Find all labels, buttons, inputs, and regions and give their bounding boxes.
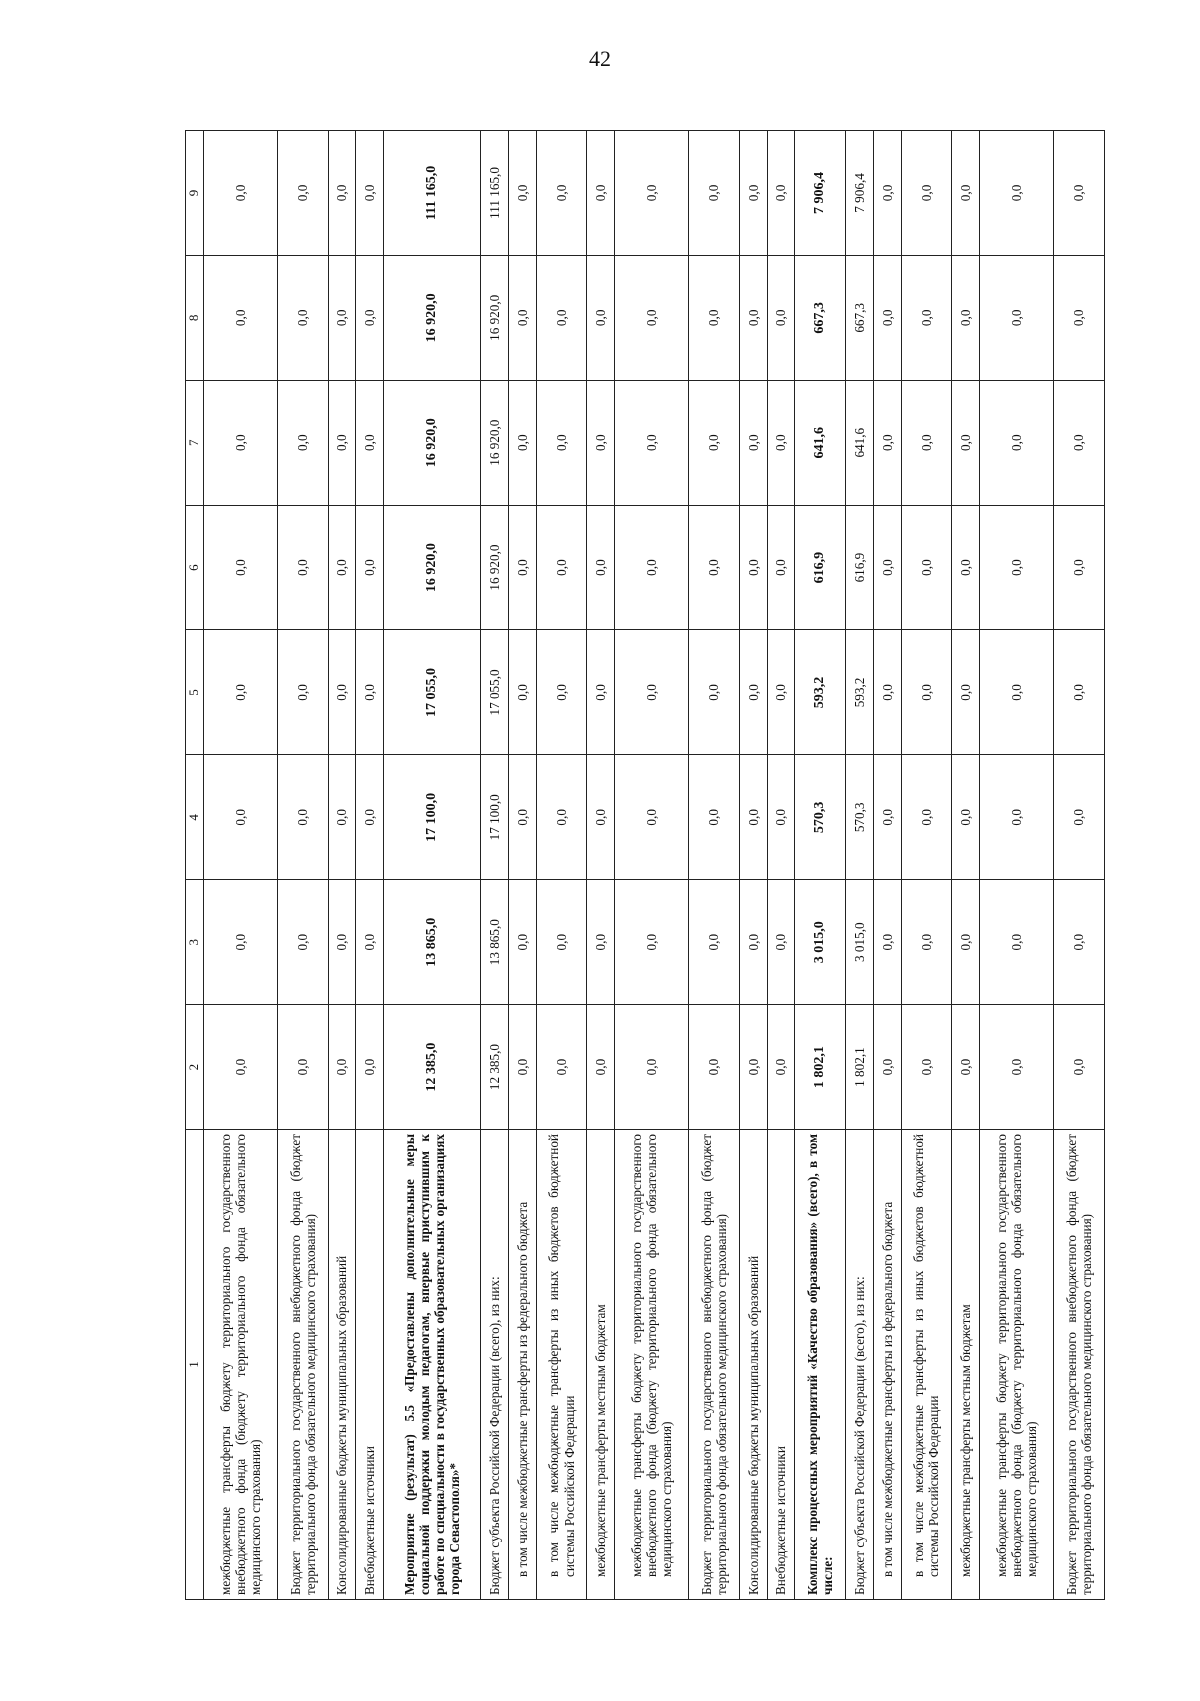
row-value: 0,0 <box>328 255 356 380</box>
table-row <box>767 131 795 1600</box>
row-value: 0,0 <box>952 1005 980 1130</box>
row-value: 0,0 <box>1054 131 1105 256</box>
table-row <box>203 131 277 1600</box>
row-value: 0,0 <box>767 755 795 880</box>
row-value: 12 385,0 <box>384 1005 481 1130</box>
row-value: 17 100,0 <box>481 755 509 880</box>
column-header: 4 <box>186 755 204 880</box>
table-row <box>587 131 615 1600</box>
row-value: 16 920,0 <box>481 255 509 380</box>
row-value: 0,0 <box>1054 255 1105 380</box>
row-value: 0,0 <box>901 630 952 755</box>
table-row <box>873 131 901 1600</box>
row-value: 17 055,0 <box>384 630 481 755</box>
row-value: 111 165,0 <box>384 131 481 256</box>
row-value: 0,0 <box>739 255 767 380</box>
row-value: 1 802,1 <box>846 1005 874 1130</box>
rotated-table-container <box>185 130 1105 1600</box>
row-label: межбюджетные трансферты бюджету территориального государственного внебюджетного фонда (бюджету территориального фонда обязательного медицинского страхования) <box>980 1130 1054 1600</box>
row-value: 0,0 <box>587 380 615 505</box>
row-value: 0,0 <box>901 380 952 505</box>
row-value: 616,9 <box>846 505 874 630</box>
row-label: межбюджетные трансферты бюджету территориального государственного внебюджетного фонда (бюджету территориального фонда обязательного медицинского страхования) <box>615 1130 689 1600</box>
row-label: Бюджет субъекта Российской Федерации (всего), из них: <box>846 1130 874 1600</box>
row-value: 0,0 <box>952 131 980 256</box>
table-row <box>384 131 481 1600</box>
row-value: 0,0 <box>508 255 536 380</box>
row-value: 0,0 <box>328 131 356 256</box>
row-value: 0,0 <box>328 505 356 630</box>
row-value: 0,0 <box>536 880 587 1005</box>
table-row <box>481 131 509 1600</box>
row-value: 0,0 <box>508 380 536 505</box>
row-value: 13 865,0 <box>384 880 481 1005</box>
table-body <box>203 131 1104 1600</box>
row-label: межбюджетные трансферты местным бюджетам <box>952 1130 980 1600</box>
row-value: 1 802,1 <box>795 1005 846 1130</box>
row-value: 0,0 <box>536 255 587 380</box>
row-value: 0,0 <box>587 630 615 755</box>
row-value: 0,0 <box>615 1005 689 1130</box>
row-value: 0,0 <box>689 755 740 880</box>
row-value: 0,0 <box>980 380 1054 505</box>
row-value: 0,0 <box>615 380 689 505</box>
row-label: Бюджет территориального государственного внебюджетного фонда (бюджет территориального фонда обязательного медицинского страхования) <box>689 1130 740 1600</box>
row-value: 0,0 <box>1054 1005 1105 1130</box>
row-value: 0,0 <box>873 630 901 755</box>
row-value: 0,0 <box>536 505 587 630</box>
row-value: 0,0 <box>536 131 587 256</box>
table-row <box>739 131 767 1600</box>
row-value: 16 920,0 <box>481 380 509 505</box>
row-value: 0,0 <box>952 255 980 380</box>
row-value: 0,0 <box>615 255 689 380</box>
column-header: 1 <box>186 1130 204 1600</box>
row-value: 0,0 <box>277 630 328 755</box>
row-label: Бюджет территориального государственного внебюджетного фонда (бюджет территориального фонда обязательного медицинского страхования) <box>277 1130 328 1600</box>
row-label: межбюджетные трансферты бюджету территориального государственного внебюджетного фонда (бюджету территориального фонда обязательного медицинского страхования) <box>203 1130 277 1600</box>
table-row <box>615 131 689 1600</box>
row-value: 0,0 <box>901 255 952 380</box>
row-value: 0,0 <box>203 880 277 1005</box>
row-value: 0,0 <box>873 755 901 880</box>
row-value: 7 906,4 <box>846 131 874 256</box>
row-value: 0,0 <box>203 255 277 380</box>
row-value: 0,0 <box>536 755 587 880</box>
table-row <box>689 131 740 1600</box>
row-value: 0,0 <box>277 755 328 880</box>
row-value: 0,0 <box>356 630 384 755</box>
row-label: в том числе межбюджетные трансферты из федерального бюджета <box>508 1130 536 1600</box>
table-row <box>328 131 356 1600</box>
row-value: 0,0 <box>615 505 689 630</box>
row-value: 0,0 <box>615 131 689 256</box>
row-value: 0,0 <box>952 380 980 505</box>
column-header: 2 <box>186 1005 204 1130</box>
table-header-row <box>186 131 204 1600</box>
column-header: 7 <box>186 380 204 505</box>
row-value: 667,3 <box>795 255 846 380</box>
row-value: 0,0 <box>980 131 1054 256</box>
row-value: 0,0 <box>739 380 767 505</box>
row-label: в том числе межбюджетные трансферты из иных бюджетов бюджетной системы Российской Федерации <box>901 1130 952 1600</box>
column-header: 6 <box>186 505 204 630</box>
row-value: 0,0 <box>901 131 952 256</box>
row-value: 0,0 <box>873 505 901 630</box>
table-row <box>1054 131 1105 1600</box>
row-value: 0,0 <box>356 505 384 630</box>
row-value: 0,0 <box>536 1005 587 1130</box>
row-value: 0,0 <box>328 880 356 1005</box>
row-value: 0,0 <box>328 755 356 880</box>
row-value: 0,0 <box>1054 880 1105 1005</box>
table-row <box>277 131 328 1600</box>
row-value: 0,0 <box>1054 380 1105 505</box>
row-label: Мероприятие (результат) 5.5 «Предоставлены дополнительные меры социальной поддержки молодым педагогам, впервые приступившим к работе по специальности в государственных образовательных организациях города Севастополя»* <box>384 1130 481 1600</box>
row-value: 0,0 <box>328 380 356 505</box>
row-value: 0,0 <box>356 255 384 380</box>
row-value: 0,0 <box>901 1005 952 1130</box>
row-value: 593,2 <box>795 630 846 755</box>
row-value: 0,0 <box>508 755 536 880</box>
row-value: 570,3 <box>795 755 846 880</box>
row-value: 0,0 <box>980 755 1054 880</box>
row-value: 0,0 <box>587 755 615 880</box>
row-label: Консолидированные бюджеты муниципальных образований <box>328 1130 356 1600</box>
row-value: 0,0 <box>689 880 740 1005</box>
row-value: 16 920,0 <box>384 380 481 505</box>
row-value: 17 100,0 <box>384 755 481 880</box>
row-value: 0,0 <box>689 255 740 380</box>
row-value: 616,9 <box>795 505 846 630</box>
row-value: 3 015,0 <box>846 880 874 1005</box>
row-value: 17 055,0 <box>481 630 509 755</box>
row-value: 0,0 <box>536 630 587 755</box>
row-value: 0,0 <box>356 1005 384 1130</box>
row-value: 0,0 <box>873 255 901 380</box>
table-row <box>980 131 1054 1600</box>
row-value: 0,0 <box>615 880 689 1005</box>
row-value: 0,0 <box>689 1005 740 1130</box>
row-value: 0,0 <box>1054 755 1105 880</box>
row-value: 0,0 <box>203 505 277 630</box>
row-value: 0,0 <box>901 505 952 630</box>
row-value: 0,0 <box>587 1005 615 1130</box>
row-value: 0,0 <box>615 755 689 880</box>
row-value: 0,0 <box>277 1005 328 1130</box>
row-value: 0,0 <box>873 131 901 256</box>
row-value: 3 015,0 <box>795 880 846 1005</box>
column-header: 3 <box>186 880 204 1005</box>
row-value: 0,0 <box>587 880 615 1005</box>
row-value: 0,0 <box>587 131 615 256</box>
row-value: 593,2 <box>846 630 874 755</box>
row-value: 0,0 <box>1054 505 1105 630</box>
row-value: 0,0 <box>508 630 536 755</box>
row-value: 7 906,4 <box>795 131 846 256</box>
row-value: 0,0 <box>328 1005 356 1130</box>
row-value: 0,0 <box>587 505 615 630</box>
row-value: 0,0 <box>952 880 980 1005</box>
row-value: 16 920,0 <box>481 505 509 630</box>
row-value: 0,0 <box>356 380 384 505</box>
row-value: 16 920,0 <box>384 255 481 380</box>
table-row <box>846 131 874 1600</box>
table-row <box>356 131 384 1600</box>
row-value: 0,0 <box>689 131 740 256</box>
row-value: 0,0 <box>587 255 615 380</box>
row-value: 0,0 <box>277 131 328 256</box>
page-number: 42 <box>589 46 611 71</box>
row-value: 0,0 <box>980 1005 1054 1130</box>
row-value: 0,0 <box>739 630 767 755</box>
row-value: 0,0 <box>1054 630 1105 755</box>
row-value: 0,0 <box>689 505 740 630</box>
table-row <box>952 131 980 1600</box>
row-value: 641,6 <box>795 380 846 505</box>
row-value: 0,0 <box>739 880 767 1005</box>
row-label: Бюджет территориального государственного внебюджетного фонда (бюджет территориального фонда обязательного медицинского страхования) <box>1054 1130 1105 1600</box>
row-value: 0,0 <box>739 131 767 256</box>
row-label: в том числе межбюджетные трансферты из иных бюджетов бюджетной системы Российской Федерации <box>536 1130 587 1600</box>
row-value: 0,0 <box>901 880 952 1005</box>
row-value: 0,0 <box>767 255 795 380</box>
row-value: 0,0 <box>767 1005 795 1130</box>
row-value: 0,0 <box>901 755 952 880</box>
row-value: 0,0 <box>980 505 1054 630</box>
row-value: 641,6 <box>846 380 874 505</box>
row-label: Консолидированные бюджеты муниципальных образований <box>739 1130 767 1600</box>
row-value: 0,0 <box>873 1005 901 1130</box>
row-value: 0,0 <box>203 630 277 755</box>
row-value: 12 385,0 <box>481 1005 509 1130</box>
row-value: 0,0 <box>980 880 1054 1005</box>
row-value: 0,0 <box>739 1005 767 1130</box>
budget-table <box>185 130 1105 1600</box>
row-value: 0,0 <box>203 380 277 505</box>
row-value: 0,0 <box>980 630 1054 755</box>
table-row <box>508 131 536 1600</box>
row-value: 13 865,0 <box>481 880 509 1005</box>
row-value: 0,0 <box>277 505 328 630</box>
row-value: 570,3 <box>846 755 874 880</box>
table-row <box>536 131 587 1600</box>
row-value: 16 920,0 <box>384 505 481 630</box>
row-value: 0,0 <box>615 630 689 755</box>
row-value: 0,0 <box>356 131 384 256</box>
table-row <box>901 131 952 1600</box>
row-value: 0,0 <box>508 1005 536 1130</box>
row-value: 0,0 <box>536 380 587 505</box>
column-header: 5 <box>186 630 204 755</box>
row-value: 0,0 <box>873 880 901 1005</box>
row-value: 0,0 <box>277 255 328 380</box>
table-row <box>795 131 846 1600</box>
row-value: 0,0 <box>767 505 795 630</box>
row-value: 0,0 <box>508 505 536 630</box>
row-value: 111 165,0 <box>481 131 509 256</box>
row-value: 0,0 <box>739 505 767 630</box>
row-value: 0,0 <box>952 755 980 880</box>
row-value: 0,0 <box>356 880 384 1005</box>
column-header: 8 <box>186 255 204 380</box>
row-label: межбюджетные трансферты местным бюджетам <box>587 1130 615 1600</box>
row-label: Внебюджетные источники <box>767 1130 795 1600</box>
row-value: 0,0 <box>356 755 384 880</box>
row-label: Бюджет субъекта Российской Федерации (всего), из них: <box>481 1130 509 1600</box>
row-value: 0,0 <box>952 505 980 630</box>
row-value: 0,0 <box>767 380 795 505</box>
row-value: 0,0 <box>952 630 980 755</box>
row-value: 0,0 <box>203 131 277 256</box>
row-value: 0,0 <box>203 1005 277 1130</box>
row-label: Комплекс процессных мероприятий «Качество образования» (всего), в том числе: <box>795 1130 846 1600</box>
row-label: в том числе межбюджетные трансферты из федерального бюджета <box>873 1130 901 1600</box>
row-value: 0,0 <box>873 380 901 505</box>
row-value: 0,0 <box>508 880 536 1005</box>
row-value: 0,0 <box>739 755 767 880</box>
row-value: 0,0 <box>767 630 795 755</box>
row-label: Внебюджетные источники <box>356 1130 384 1600</box>
row-value: 0,0 <box>689 630 740 755</box>
row-value: 0,0 <box>328 630 356 755</box>
row-value: 0,0 <box>980 255 1054 380</box>
row-value: 0,0 <box>689 380 740 505</box>
row-value: 0,0 <box>508 131 536 256</box>
row-value: 667,3 <box>846 255 874 380</box>
row-value: 0,0 <box>203 755 277 880</box>
row-value: 0,0 <box>277 380 328 505</box>
row-value: 0,0 <box>277 880 328 1005</box>
row-value: 0,0 <box>767 131 795 256</box>
column-header: 9 <box>186 131 204 256</box>
row-value: 0,0 <box>767 880 795 1005</box>
